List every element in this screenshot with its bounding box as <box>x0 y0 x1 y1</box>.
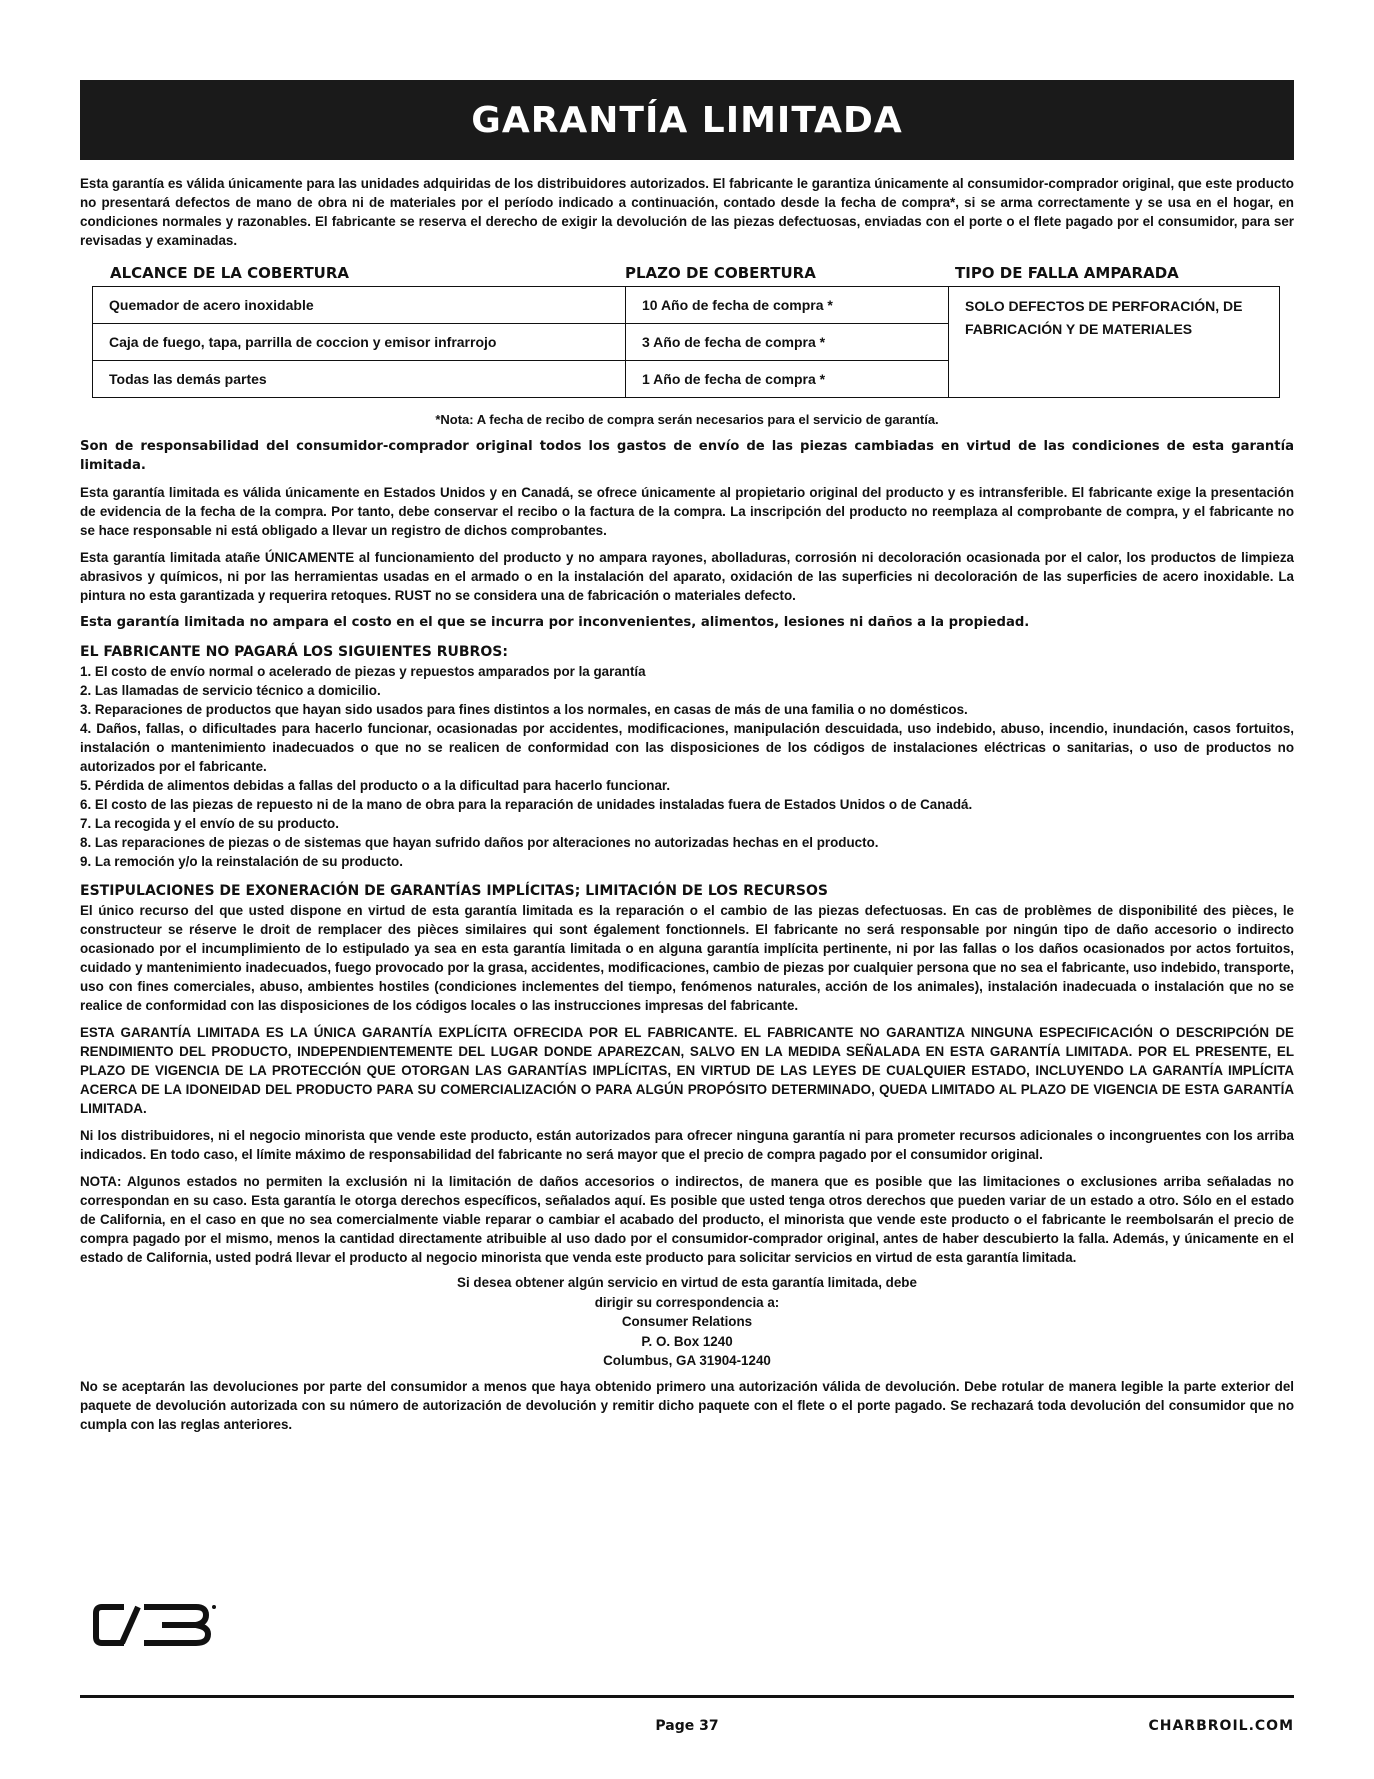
returns-paragraph: No se aceptarán las devoluciones por parte del consumidor a menos que haya obtenido primero una autorización válida de devolución. Debe rotular de manera legible la parte exterior del paquete de devolución autorizada con su número de autorización de devolución y remitir dicho paquete con el flete o el porte pagado. Se rechazará toda devolución del consumidor que no cumpla con las reglas anteriores. <box>80 1378 1294 1432</box>
list-item: 7. La recogida y el envío de su producto. <box>80 816 339 831</box>
coverage-scope-cell: Todas las demás partes <box>93 361 626 398</box>
coverage-note: *Nota: A fecha de recibo de compra serán necesarios para el servicio de garantía. <box>435 412 939 427</box>
contact-box: P. O. Box 1240 <box>641 1333 733 1349</box>
coverage-term-cell: 10 Año de fecha de compra * <box>626 287 949 324</box>
covers-paragraph: Esta garantía limitada atañe ÚNICAMENTE al funcionamiento del producto y no ampara rayones, abolladuras, corrosión ni decoloración ocasionada por el calor, los productos de limpieza abrasivos y químicos, ni por las herramientas usadas en el armado o en la instalación del aparato, oxidación de las superficies ni decoloración de las superficies de acero inoxidable. La pintura no esta garantizada y requerira retoques. RUST no se considera una de fabricación o materiales defecto. <box>80 550 1294 603</box>
contact-city: Columbus, GA 31904-1240 <box>603 1353 771 1368</box>
warranty-page <box>80 80 1294 1434</box>
charbroil-logo <box>92 1603 218 1647</box>
coverage-failure-cell: SOLO DEFECTOS DE PERFORACIÓN, DE FABRICACIÓN Y DE MATERIALES <box>949 287 1280 398</box>
coverage-term-cell: 1 Año de fecha de compra * <box>626 361 949 398</box>
responsibility-paragraph: Son de responsabilidad del consumidor-comprador original todos los gastos de envío de las piezas cambiadas en virtud de las condiciones de esta garantía limitada. <box>80 439 1294 473</box>
list-item: 8. Las reparaciones de piezas o de sistemas que hayan sufrido daños por alteraciones no autorizadas hechas en el producto. <box>80 835 879 850</box>
contact-block <box>80 1273 1294 1371</box>
coverage-headers <box>110 264 1294 282</box>
disclaimer-heading: ESTIPULACIONES DE EXONERACIÓN DE GARANTÍAS IMPLÍCITAS; LIMITACIÓN DE LOS RECURSOS <box>80 883 828 899</box>
list-item: 6. El costo de las piezas de repuesto ni de la mano de obra para la reparación de unidades instaladas fuera de Estados Unidos o de Canadá. <box>80 797 973 812</box>
not-pay-heading: EL FABRICANTE NO PAGARÁ LOS SIGUIENTES RUBROS: <box>80 644 508 660</box>
contact-line: dirigir su correspondencia a: <box>594 1294 780 1310</box>
list-item: 2. Las llamadas de servicio técnico a domicilio. <box>80 683 381 698</box>
distributors-paragraph: Ni los distribuidores, ni el negocio minorista que vende este producto, están autorizados para ofrecer ninguna garantía ni para prometer recursos adicionales o incongruentes con los arriba indicados. En todo caso, el límite máximo de responsabilidad del fabricante no será mayor que el precio de compra pagado por el consumidor original. <box>80 1128 1294 1162</box>
coverage-scope-cell: Quemador de acero inoxidable <box>93 287 626 324</box>
contact-line: Si desea obtener algún servicio en virtud de esta garantía limitada, debe <box>457 1275 917 1290</box>
list-item: 4. Daños, fallas, o dificultades para hacerlo funcionar, ocasionadas por accidentes, modificaciones, manipulación descuidada, uso indebido, abuso, incendio, inundación, casos fortuitos, instalación o mantenimiento inadecuados o que no se realicen de conformidad con las disposiciones de los códigos de instalaciones eléctricas o sanitarias, o uso de productos no autorizados por el fabricante. <box>80 721 1294 774</box>
only-warranty-paragraph: ESTA GARANTÍA LIMITADA ES LA ÚNICA GARANTÍA EXPLÍCITA OFRECIDA POR EL FABRICANTE. EL FABRICANTE NO GARANTIZA NINGUNA ESPECIFICACIÓN O DESCRIPCIÓN DE RENDIMIENTO DEL PRODUCTO, INDEPENDIENTEMENTE DEL LUGAR DONDE APAREZCAN, SALVO EN LA MEDIDA SEÑALADA EN ESTA GARANTÍA LIMITADA. POR EL PRESENTE, EL PLAZO DE VIGENCIA DE LA PROTECCIÓN QUE OTORGAN LAS GARANTÍAS IMPLÍCITAS, EN VIRTUD DE LAS LEYES DE CUALQUIER ESTADO, INCLUYENDO LA GARANTÍA IMPLÍCITA ACERCA DE LA IDONEIDAD DEL PRODUCTO PARA SU COMERCIALIZACIÓN O PARA ALGÚN PROPÓSITO DETERMINADO, QUEDA LIMITADO AL PLAZO DE VIGENCIA DE ESTA GARANTÍA LIMITADA. <box>80 1025 1294 1116</box>
not-pay-list <box>80 662 1294 871</box>
coverage-header-term: PLAZO DE COBERTURA <box>625 264 816 282</box>
page-number: Page 37 <box>655 1718 719 1734</box>
coverage-header-scope: ALCANCE DE LA COBERTURA <box>110 264 350 282</box>
site-url: CHARBROIL.COM <box>1148 1718 1294 1734</box>
coverage-table <box>92 286 1280 398</box>
page-title: GARANTÍA LIMITADA <box>80 80 1294 160</box>
coverage-scope-cell: Caja de fuego, tapa, parrilla de coccion y emisor infrarrojo <box>93 324 626 361</box>
contact-name: Consumer Relations <box>621 1314 753 1329</box>
coverage-header-failure: TIPO DE FALLA AMPARADA <box>955 264 1179 282</box>
nota-paragraph: NOTA: Algunos estados no permiten la exclusión ni la limitación de daños accesorios o indirectos, de manera que es posible que las limitaciones o exclusiones arriba señaladas no correspondan en su caso. Esta garantía le otorga derechos específicos, señalados aquí. Es posible que usted tenga otros derechos que pueden variar de un estado a otro. Sólo en el estado de California, en el caso en que no sea comercialmente viable reparar o cambiar el acabado del producto, el minorista que vende este producto o el fabricante le reembolsarán el precio de compra pagado por el mismo, menos la cantidad directamente atribuible al uso dado por el consumidor-comprador original, antes de haber descubierto la falla. Además, y únicamente en el estado de California, usted podrá llevar el producto al negocio minorista que venda este producto para solicitar servicios en virtud de esta garantía limitada. <box>80 1174 1294 1265</box>
footer-rule <box>80 1695 1294 1698</box>
list-item: 1. El costo de envío normal o acelerado de piezas y repuestos amparados por la garantía <box>80 664 646 679</box>
table-row <box>93 287 1280 324</box>
coverage-term-cell: 3 Año de fecha de compra * <box>626 324 949 361</box>
transfer-paragraph: Esta garantía limitada es válida únicamente en Estados Unidos y en Canadá, se ofrece únicamente al propietario original del producto y es intransferible. El fabricante exige la presentación de evidencia de la fecha de la compra. Por tanto, debe conservar el recibo o la factura de la compra. La inscripción del producto no reemplaza al comprobante de compra, y el fabricante no se hace responsable ni está obligado a llevar un registro de dichos comprobantes. <box>80 485 1294 538</box>
list-item: 9. La remoción y/o la reinstalación de su producto. <box>80 854 403 869</box>
disclaimer-paragraph: El único recurso del que usted dispone en virtud de esta garantía limitada es la reparación o el cambio de las piezas defectuosas. En cas de problèmes de disponibilité des pièces, le constructeur se réserve le droit de remplacer des pièces similaires qui sont également fonctionnels. El fabricante no será responsable por ningún tipo de daño accesorio o indirecto ocasionado por el incumplimiento de lo estipulado ya sea en esta garantía limitada o en alguna garantía implícita pertinente, ni por las fallas o los daños ocasionados por actos fortuitos, cuidado y mantenimiento inadecuados, fuego provocado por la grasa, accidentes, modificaciones, cambio de piezas por cualquier persona que no sea el fabricante, uso indebido, transporte, uso con fines comerciales, abuso, ambientes hostiles (condiciones inclementes del tiempo, fenómenos naturales, acción de los animales), instalación inadecuada o instalación que no se realice de conformidad con las disposiciones de los códigos locales o las instrucciones impresas del fabricante. <box>80 903 1294 1013</box>
list-item: 5. Pérdida de alimentos debidas a fallas del producto o a la dificultad para hacerlo funcionar. <box>80 778 671 793</box>
intro-paragraph: Esta garantía es válida únicamente para las unidades adquiridas de los distribuidores autorizados. El fabricante le garantiza únicamente al consumidor-comprador original, que este producto no presentará defectos de mano de obra ni de materiales por el período indicado a continuación, contado desde la fecha de compra*, si se arma correctamente y se usa en el hogar, en condiciones normales y razonables. El fabricante se reserva el derecho de exigir la devolución de las piezas defectuosas, enviadas con el porte o el flete pagado por el consumidor, para ser revisadas y examinadas. <box>80 176 1294 248</box>
no-cost-paragraph: Esta garantía limitada no ampara el costo en el que se incurra por inconvenientes, alimentos, lesiones ni daños a la propiedad. <box>80 615 1030 630</box>
list-item: 3. Reparaciones de productos que hayan sido usados para fines distintos a los normales, en casas de más de una familia o no domésticos. <box>80 702 968 717</box>
